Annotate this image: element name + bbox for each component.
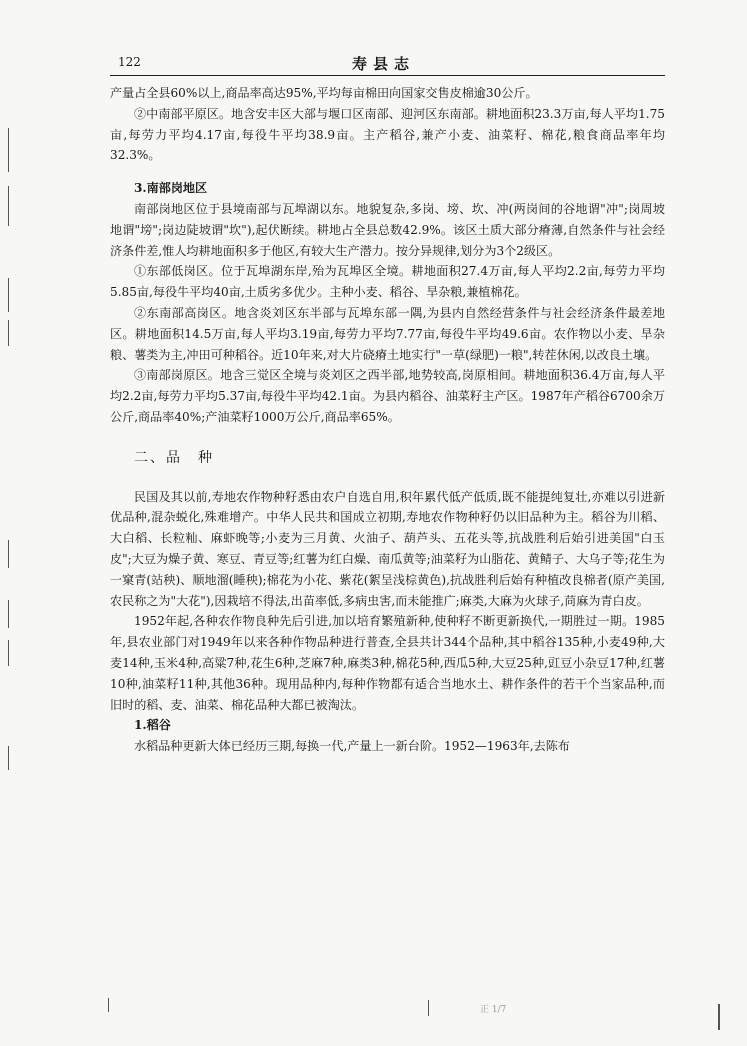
subheading-southern-hills: 3.南部岗地区 — [134, 181, 208, 196]
left-margin-mark — [8, 320, 9, 346]
paragraph-old-varieties: 民国及其以前,寿地农作物种籽悉由农户自选自用,积年累代低产低质,既不能提纯复壮,亦难以引进新优品种,混杂蜕化,殊难增产。中华人民共和国成立初期,寿地农作物种籽仍以旧品种为主。稻谷为川稻、大白稻、长粒籼、麻虾晚等;小麦为三月黄、火油子、葫芦头、五花头等,抗战胜利后始引进美国"白玉皮";大豆为燥子黄、寒豆、青豆等;红薯为红白燥、南瓜黄等;油菜籽为山脂花、黄鲭子、大乌子等;花生为一窠青(站秧)、顺地溜(睡秧);棉花为小花、紫花(絮呈浅棕黄色),抗战胜利后始有种植改良棉者(原产美国,农民称之为"大花"),因栽培不得法,出苗率低,多病虫害,而未能推广;麻类,大麻为火球子,苘麻为青白皮。 — [110, 489, 665, 608]
running-title: 寿县志 — [352, 55, 416, 73]
paragraph-continued: 产量占全县60%以上,商品率高达95%,平均每亩棉田向国家交售皮棉逾30公斤。 — [110, 86, 538, 100]
left-margin-mark — [8, 540, 9, 568]
bottom-margin-mark — [108, 998, 109, 1012]
left-margin-mark — [8, 746, 9, 770]
bottom-margin-mark — [428, 1000, 429, 1016]
left-margin-mark — [8, 186, 9, 226]
body-text — [110, 83, 665, 757]
left-margin-mark — [8, 600, 9, 628]
paragraph-southern-hills: 南部岗地区位于县境南部与瓦埠湖以东。地貌复杂,多岗、塝、坎、冲(两岗间的谷地谓"冲";岗周坡地谓"塝";岗边陡坡谓"坎"),起伏断续。耕地占全县总数42.9%。该区土质大部分瘠薄,自然条件与社会经济条件差,惟人均耕地面积多于他区,有较大生产潜力。按分异规律,划分为3个2级区。 — [110, 201, 665, 258]
page-number: 122 — [118, 55, 141, 69]
paragraph-rice: 水稻品种更新大体已经历三期,每换一代,产量上一新台阶。1952—1963年,去陈布 — [134, 739, 570, 754]
paragraph-new-varieties: 1952年起,各种农作物良种先后引进,加以培育繁殖新种,使种籽不断更新换代,一期胜过一期。1985年,县农业部门对1949年以来各种作物品种进行普查,全县共计344个品种,其中稻谷135种,小麦49种,大麦14种,玉米4种,高粱7种,花生6种,芝麻7种,麻类3种,棉花5种,西瓜5种,大豆25种,豇豆小杂豆17种,红薯10种,油菜籽11种,其他36种。现用品种内,每种作物都有适合当地水土、耕作条件的若干个当家品种,而旧时的稻、麦、油菜、棉花品种大都已被淘汰。 — [110, 614, 665, 712]
section-heading-varieties: 二、品 种 — [134, 449, 214, 466]
subheading-rice: 1.稻谷 — [134, 718, 171, 733]
paragraph-south-hill-plain: ③南部岗原区。地含三觉区全境与炎刘区之西半部,地势较高,岗原相间。耕地面积36.4万亩,每人平均2.2亩,每劳力平均5.37亩,每役牛平均42.1亩。为县内稻谷、油菜籽主产区。1987年产稻谷6700余万公斤,商品率40%;产油菜籽1000万公斤,商品率65%。 — [110, 368, 665, 424]
left-margin-mark — [8, 640, 9, 666]
left-margin-mark — [8, 128, 9, 172]
left-margin-mark — [8, 278, 9, 312]
paragraph-central-plain: ②中南部平原区。地含安丰区大部与堰口区南部、迎河区东南部。耕地面积23.3万亩,每人平均1.75亩,每劳力平均4.17亩,每役牛平均38.9亩。主产稻谷,兼产小麦、油菜籽、棉花,粮食商品率年均32.3%。 — [110, 106, 665, 163]
bottom-margin-mark — [718, 1004, 720, 1030]
paragraph-southeast-high-hills: ②东南部高岗区。地含炎刘区东半部与瓦埠东部一隅,为县内自然经营条件与社会经济条件最差地区。耕地面积14.5万亩,每人平均3.19亩,每劳力平均7.77亩,每役牛平均49.6亩。农作物以小麦、旱杂粮、薯类为主,冲田可种稻谷。近10年来,对大片硗瘠土地实行"一草(绿肥)一粮",转茬休闲,以改良土壤。 — [110, 305, 665, 362]
header-rule — [110, 75, 665, 76]
paragraph-east-low-hills: ①东部低岗区。位于瓦埠湖东岸,殆为瓦埠区全境。耕地面积27.4万亩,每人平均2.2亩,每劳力平均5.85亩,每役牛平均40亩,土质劣多优少。主种小麦、稻谷、旱杂粮,兼植棉花。 — [110, 264, 665, 300]
bottom-faint-mark: 正 1/7 — [480, 1005, 507, 1015]
